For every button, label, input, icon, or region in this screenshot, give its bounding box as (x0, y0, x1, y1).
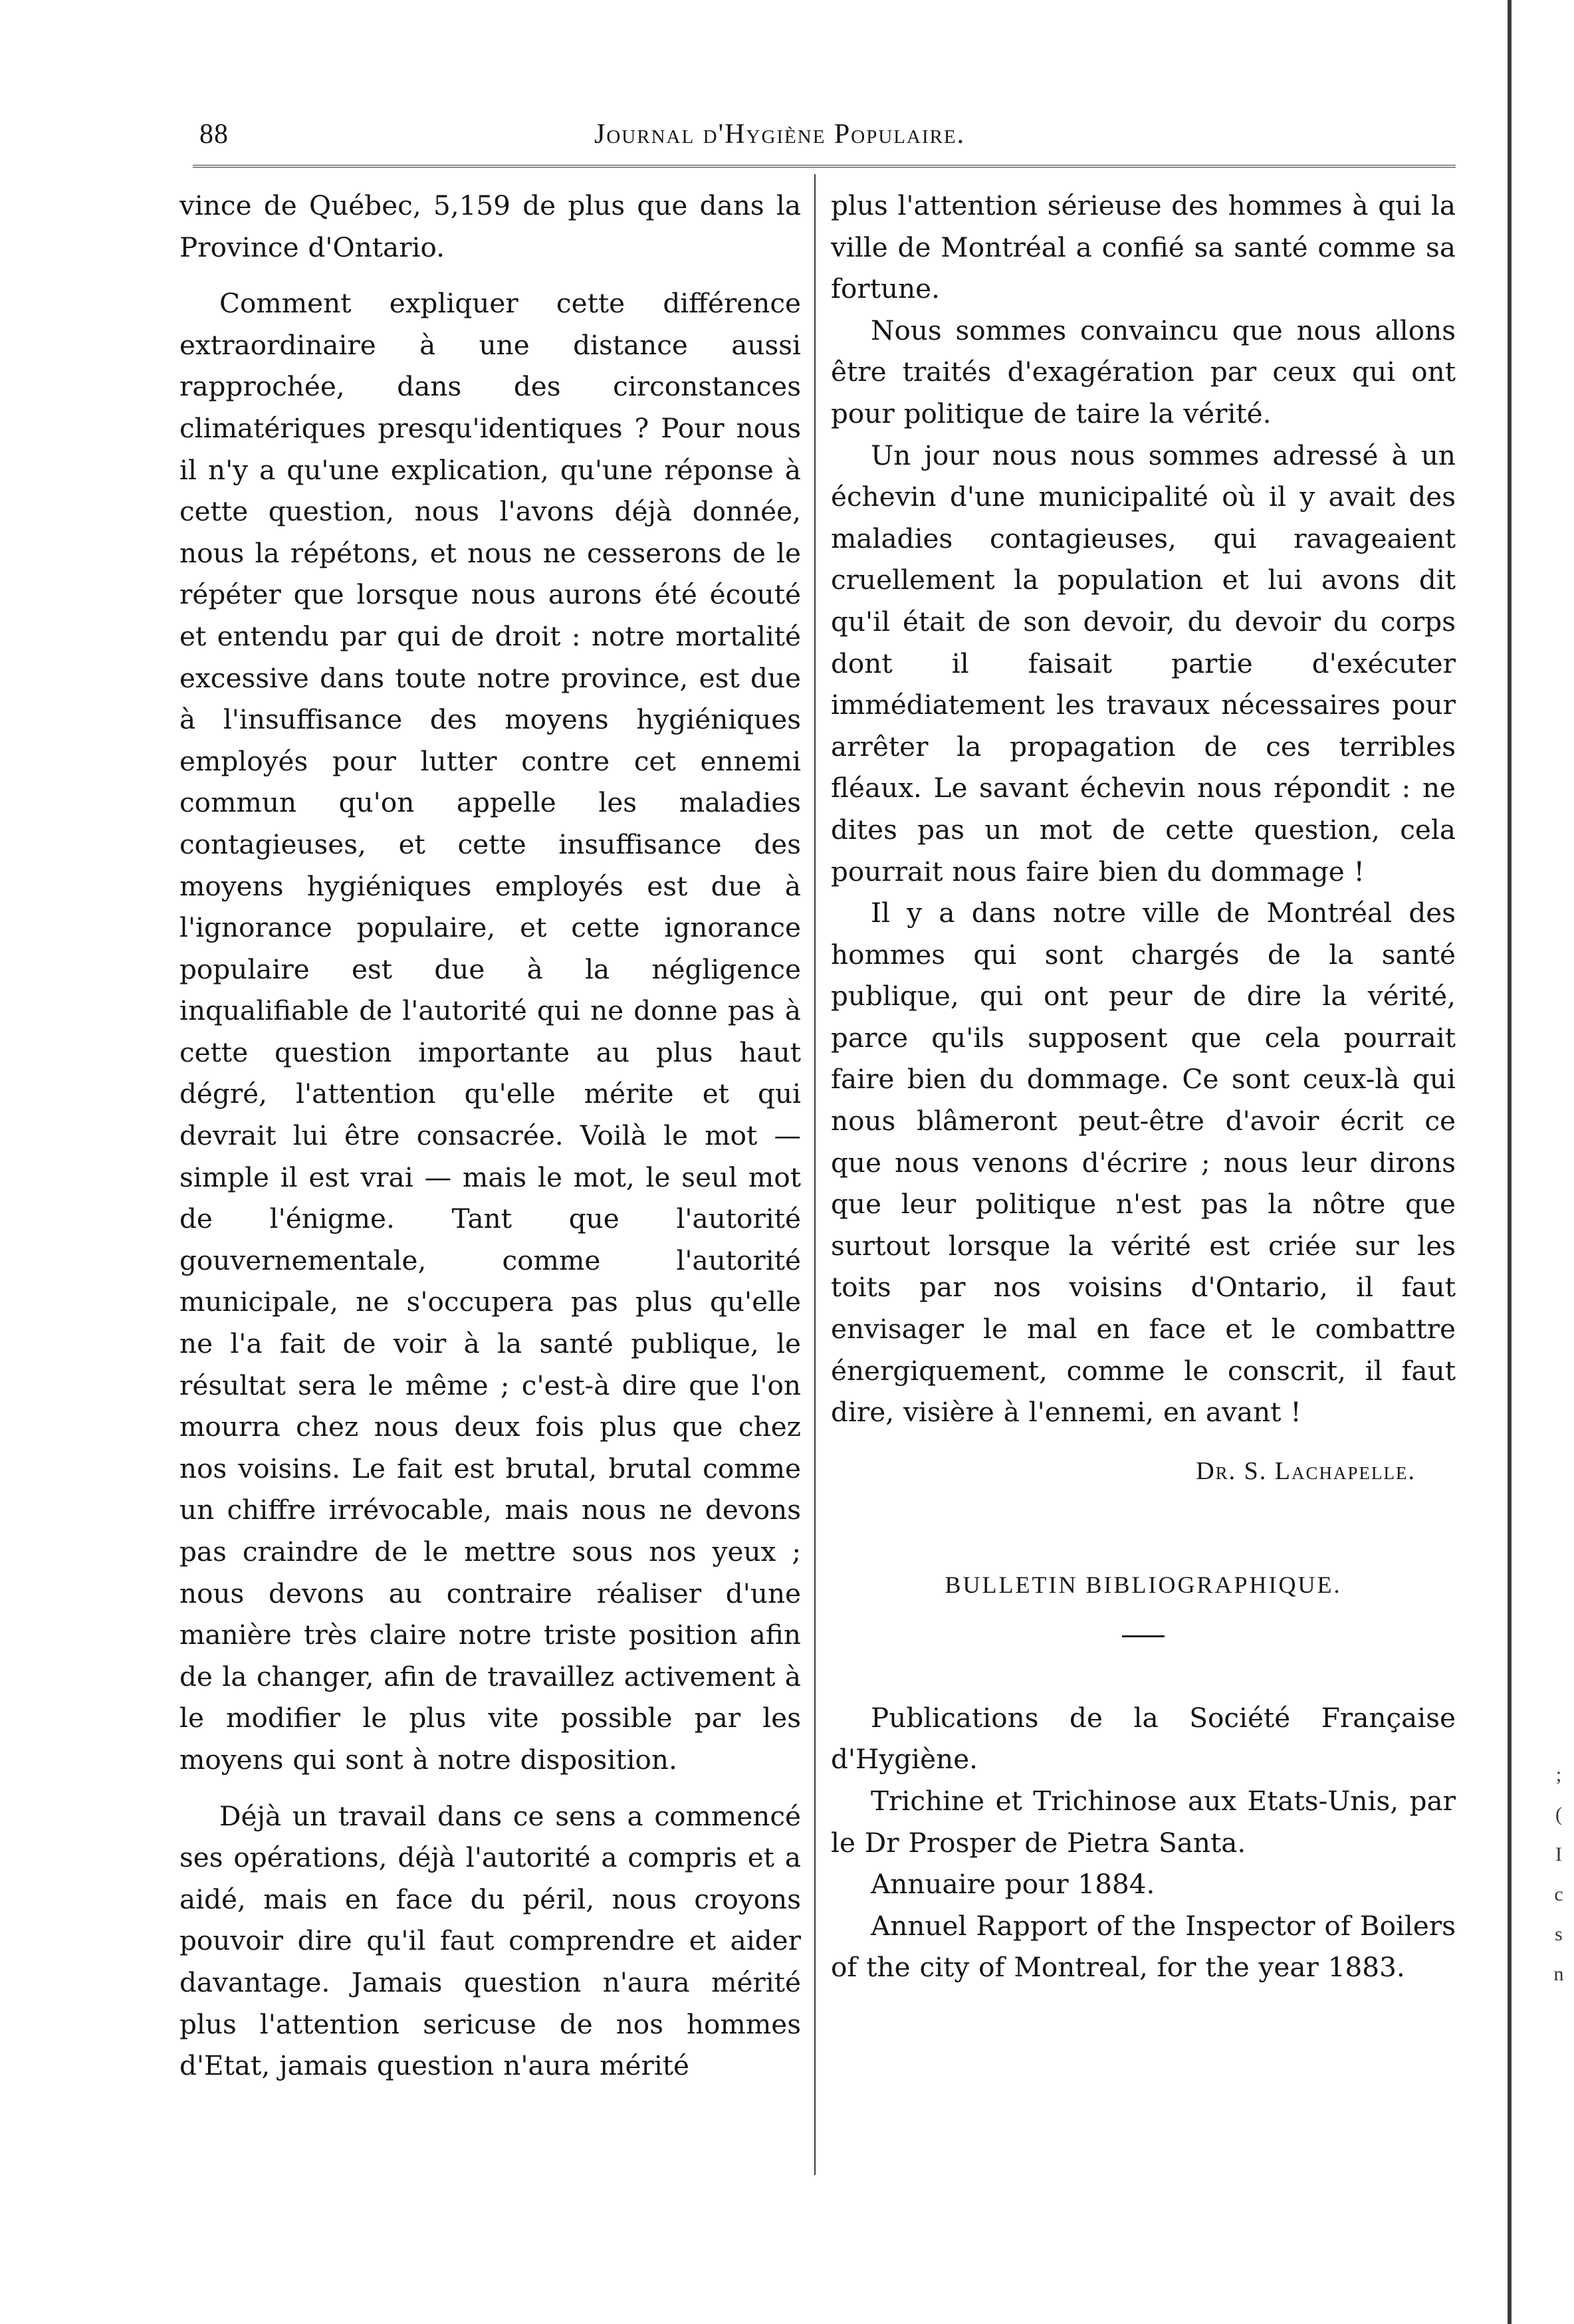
margin-mark: s (1555, 1923, 1563, 1945)
right-paragraph-1: plus l'attention sérieuse des hommes à qui la ville de Montréal a confié sa santé comme sa fortune. (831, 189, 1456, 305)
left-paragraph-3: Déjà un travail dans ce sens a commencé ses opérations, déjà l'autorité a compris et a aidé, mais en face du péril, nous croyons pouvoir dire qu'il faut comprendre et aider davantage. Jamais question n'aura mérité plus l'attention sericuse de nos hommes d'Etat, jamais question n'aura mérité (179, 1800, 801, 2082)
bib-entry: Annuaire pour 1884. (871, 1868, 1155, 1901)
running-head (199, 118, 1462, 158)
bib-entry: Annuel Rapport of the Inspector of Boilers of the city of Montreal, for the year 1883. (831, 1909, 1456, 1984)
bulletin-divider (1122, 1635, 1165, 1637)
bib-entry: Trichine et Trichinose aux Etats-Unis, par le Dr Prosper de Pietra Santa. (831, 1785, 1456, 1859)
page-edge-rule (1508, 0, 1512, 2324)
right-paragraph-3: Un jour nous nous sommes adressé à un échevin d'une municipalité où il y avait des maladies contagieuses, qui ravageaient cruellement la population et lui avons dit qu'il était de son devoir, du devoir du corps dont il faisait partie d'exécuter immédiatement les travaux nécessaires pour arrêter la propagation de ces terribles fléaux. Le savant échevin nous répondit : ne dites pas un mot de cette question, cela pourrait nous faire bien du dommage ! (831, 439, 1456, 887)
left-paragraph-2: Comment expliquer cette différence extraordinaire à une distance aussi rapprochée, dans des circonstances climatériques presqu'identiques ? Pour nous il n'y a qu'une explication, qu'une réponse à cette question, nous l'avons déjà donnée, nous la répétons, et nous ne cesserons de le répéter que lorsque nous aurons été écouté et entendu par qui de droit : notre mortalité excessive dans toute notre province, est due à l'insuffisance des moyens hygiéniques employés pour lutter contre cet ennemi commun qu'on appelle les maladies contagieuses, et cette insuffisance des moyens hygiéniques employés est due à l'ignorance populaire, et cette ignorance populaire est due à la négligence inqualifiable de l'autorité qui ne donne pas à cette question importante au plus haut dégré, l'attention qu'elle mérite et qui devrait lui être consacrée. Voilà le mot — simple il est vrai — mais le mot, le seul mot de l'énigme. Tant que l'autorité gouvernementale, comme l'autorité municipale, ne s'occupera pas plus qu'elle ne l'a fait de voir à la santé publique, le résultat sera le même ; c'est-à dire que l'on mourra chez nous deux fois plus que chez nos voisins. Le fait est brutal, brutal comme un chiffre irrévocable, mais nous ne devons pas craindre de le mettre sous nos yeux ; nous devons au contraire réaliser d'une manière très claire notre triste position afin de la changer, afin de travaillez activement à le modifier le plus vite possible par les moyens qui sont à notre disposition. (179, 287, 801, 1776)
bulletin-title: BULLETIN BIBLIOGRAPHIQUE. (945, 1571, 1342, 1598)
margin-mark: c (1554, 1883, 1563, 1905)
column-divider (814, 174, 816, 2175)
right-paragraph-2: Nous sommes convaincu que nous allons être traités d'exagération par ceux qui ont pour politique de taire la vérité. (831, 314, 1456, 429)
header-rule (193, 165, 1456, 168)
journal-title: Journal d'Hygiène Populaire. (594, 119, 966, 150)
left-paragraph-1: vince de Québec, 5,159 de plus que dans la Province d'Ontario. (179, 189, 801, 263)
margin-mark: n (1553, 1963, 1564, 1985)
margin-marks (1549, 1755, 1569, 1994)
right-paragraph-4: Il y a dans notre ville de Montréal des hommes qui sont chargés de la santé publique, qui ont peur de dire la vérité, parce qu'ils supposent que cela pourrait faire bien du dommage. Ce sont ceux-là qui nous blâmeront peut-être d'avoir écrit ce que nous venons d'écrire ; nous leur dirons que leur politique n'est pas la nôtre que surtout lorsque la vérité est criée sur les toits par nos voisins d'Ontario, il faut envisager le mal en face et le combattre énergiquement, comme le conscrit, il faut dire, visière à l'ennemi, en avant ! (831, 897, 1456, 1429)
margin-mark: ; (1555, 1764, 1562, 1786)
author-signature: Dr. S. Lachapelle. (1196, 1456, 1416, 1485)
bib-entry: Publications de la Société Française d'Hygiène. (831, 1701, 1456, 1776)
left-column (179, 185, 801, 2087)
margin-mark: ( (1555, 1803, 1562, 1825)
margin-mark: I (1555, 1843, 1562, 1865)
page-number: 88 (199, 119, 229, 150)
right-column (831, 185, 1456, 1988)
